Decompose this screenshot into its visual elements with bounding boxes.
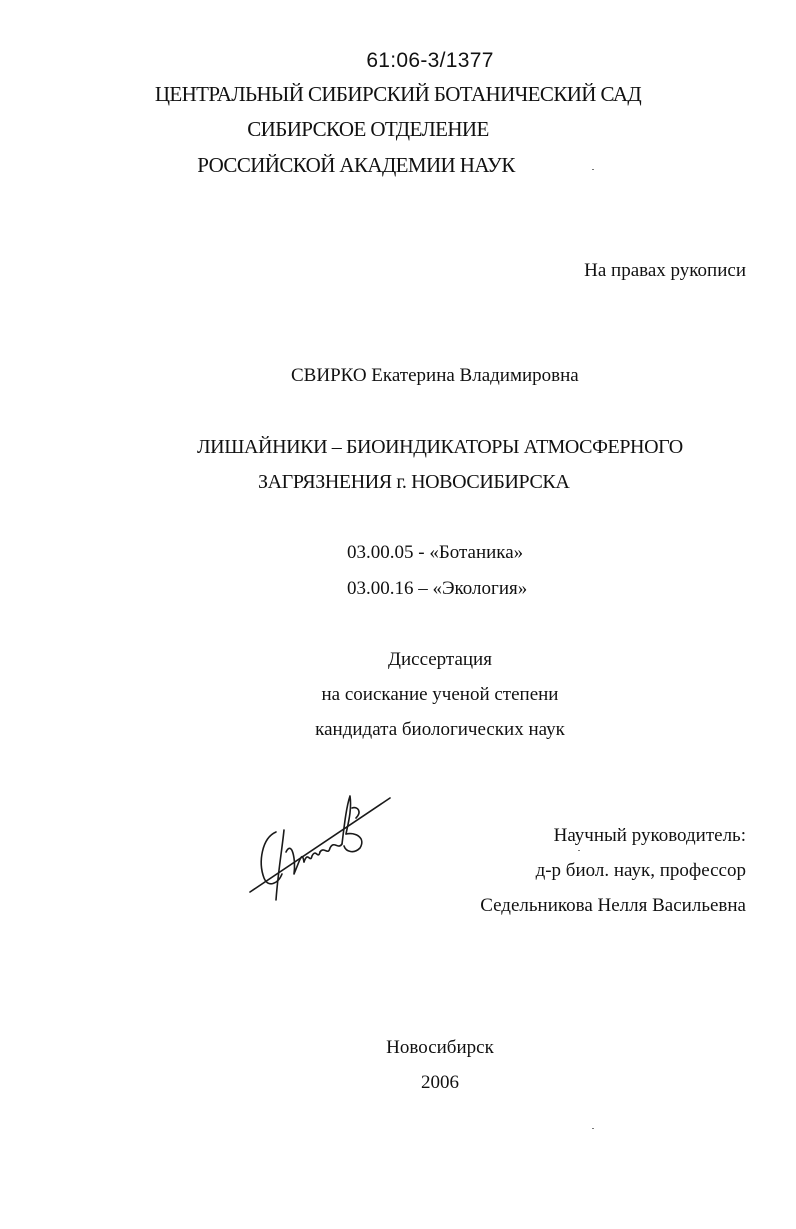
institution-line-1: ЦЕНТРАЛЬНЫЙ СИБИРСКИЙ БОТАНИЧЕСКИЙ САД (154, 82, 642, 106)
supervisor-label: Научный руководитель: (553, 825, 746, 846)
supervisor-degree: д-р биол. наук, профессор (535, 860, 746, 881)
institution-line-2: СИБИРСКОЕ ОТДЕЛЕНИЕ (247, 117, 489, 141)
thesis-title-line-2: ЗАГРЯЗНЕНИЯ г. НОВОСИБИРСКА (258, 471, 570, 493)
city: Новосибирск (386, 1037, 494, 1058)
dissertation-label: Диссертация (388, 649, 492, 670)
handwritten-signature (248, 790, 398, 905)
degree-name: кандидата биологических наук (315, 719, 565, 740)
specialty-ecology: 03.00.16 – «Экология» (347, 578, 528, 599)
specialty-botany: 03.00.05 - «Ботаника» (347, 542, 524, 563)
year: 2006 (421, 1072, 459, 1093)
institution-line-3: РОССИЙСКОЙ АКАДЕМИИ НАУК (197, 153, 515, 177)
scan-speck (578, 850, 580, 851)
manuscript-note: На правах рукописи (584, 260, 746, 281)
scan-speck (592, 169, 594, 170)
author-name: СВИРКО Екатерина Владимировна (291, 365, 579, 386)
archive-code: 61:06-3/1377 (366, 49, 494, 72)
scan-speck (592, 1128, 594, 1129)
supervisor-name: Седельникова Нелля Васильевна (480, 895, 746, 916)
thesis-title-line-1: ЛИШАЙНИКИ – БИОИНДИКАТОРЫ АТМОСФЕРНОГО (197, 436, 683, 458)
degree-purpose: на соискание ученой степени (321, 684, 559, 705)
